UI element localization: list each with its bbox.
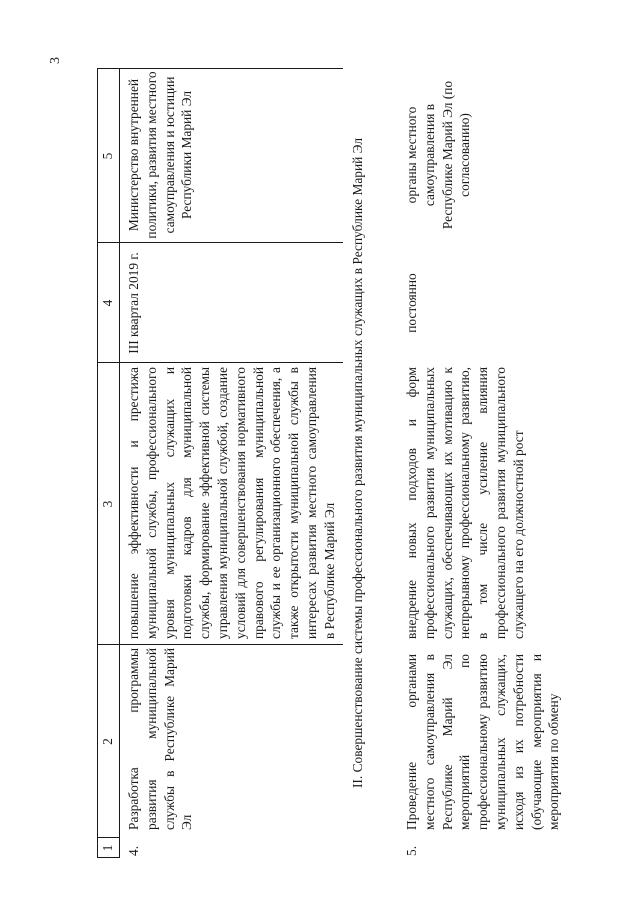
header-bottom-border <box>119 68 120 858</box>
row-5-deadline: постоянно <box>404 273 419 333</box>
col-divider-2 <box>97 644 343 645</box>
page-number: 3 <box>48 57 63 64</box>
row-5-result: внедрение новых подходов и форм профессионального развития муниципальных служащих, обеспечивающих их мотивацию к непрерывному профессиональному развитию, в том числе усиление влияния профессионального развития муниципального служащего на его должностной рост <box>404 367 526 639</box>
column-header-3: 3 <box>100 500 115 508</box>
row-4-number: 4. <box>126 845 141 856</box>
column-header-5: 5 <box>100 152 115 160</box>
row-4-responsible: Министерство внутренней политики, развития местного самоуправления и юстиции Республики Марий Эл <box>126 71 195 239</box>
col-divider-4 <box>97 242 343 243</box>
row-5-responsible: органы местного самоуправления в Республике Марий Эл (по согласованию) <box>404 80 473 230</box>
row-5-activity: Проведение органами местного самоуправления в Республике Марий Эл мероприятий по профессиональному развитию муниципальных служащих, исходя из их потребности (обучающие мероприятия и мероприятия по обмену <box>404 654 562 830</box>
column-header-1: 1 <box>100 844 115 852</box>
section-title: II. Совершенствование системы профессионального развития муниципальных служащих в Республике Марий Эл <box>350 137 365 789</box>
row-4-result: повышение эффективности и престижа муниципальной службы, профессионального уровня муниципальных служащих и подготовки кадров для муниципальной службы, формирование эффективной системы управления муниципальной службой, создание условий для совершенствования нормативного правового регулирования муниципальной службы и ее организационного обеспечения, а также открытости муниципальной службы в интересах развития местного самоуправления в Республике Марий Эл <box>126 367 337 639</box>
column-header-2: 2 <box>100 738 115 745</box>
table-top-border <box>97 68 98 858</box>
row-4-activity: Разработка программы развития муниципальной службы в Республике Марий Эл <box>126 648 195 830</box>
landscape-table <box>97 68 587 858</box>
row-4-deadline: III квартал 2019 г. <box>126 252 141 354</box>
row-5-number: 5. <box>404 845 419 856</box>
column-header-4: 4 <box>100 299 115 307</box>
col-divider-3 <box>97 362 343 363</box>
table-right-border <box>97 68 343 69</box>
